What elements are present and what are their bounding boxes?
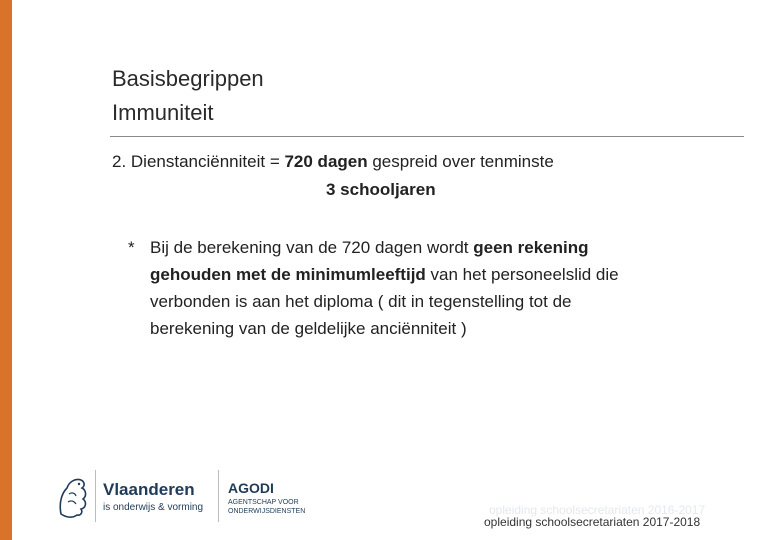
title-line-1: Basisbegrippen (112, 66, 264, 91)
vlaanderen-logo-subtitle: is onderwijs & vorming (103, 502, 204, 513)
accent-sidebar (0, 0, 12, 540)
title-divider (110, 136, 744, 137)
definition-line (112, 152, 554, 172)
slide-title (112, 62, 264, 130)
logo-divider-2 (218, 470, 219, 522)
note-paragraph (128, 234, 628, 342)
flemish-lion-icon (55, 474, 91, 520)
note-text-bold: geen rekening gehouden met de minimumleeftijd (150, 238, 589, 284)
definition-line-2: 3 schooljaren (326, 180, 436, 199)
agodi-logo-subtitle: AGENTSCHAP VOOR ONDERWIJSDIENSTEN (228, 499, 306, 515)
note-bullet: * (128, 238, 135, 257)
agodi-logo-name: AGODI (228, 480, 274, 496)
logo-divider (95, 470, 96, 522)
note-text-pre: Bij de berekening van de 720 dagen wordt (150, 238, 474, 257)
definition-bold: 720 dagen (284, 152, 368, 171)
definition-suffix: gespreid over tenminste (367, 152, 554, 171)
footer-ghost-text: opleiding schoolsecretariaten 2016-2017 (489, 503, 706, 517)
footer-text: opleiding schoolsecretariaten 2017-2018 (484, 515, 701, 529)
note-text-post: van het personeelslid die verbonden is aan het diploma ( dit in tegenstelling tot de berekening van de geldelijke anciënniteit ) (150, 265, 619, 338)
note-text (150, 234, 628, 342)
vlaanderen-logo-name: Vlaanderen (103, 480, 195, 499)
logo-area (55, 468, 325, 528)
title-line-2: Immuniteit (112, 100, 214, 125)
definition-prefix: 2. Dienstanciënniteit = (112, 152, 285, 171)
